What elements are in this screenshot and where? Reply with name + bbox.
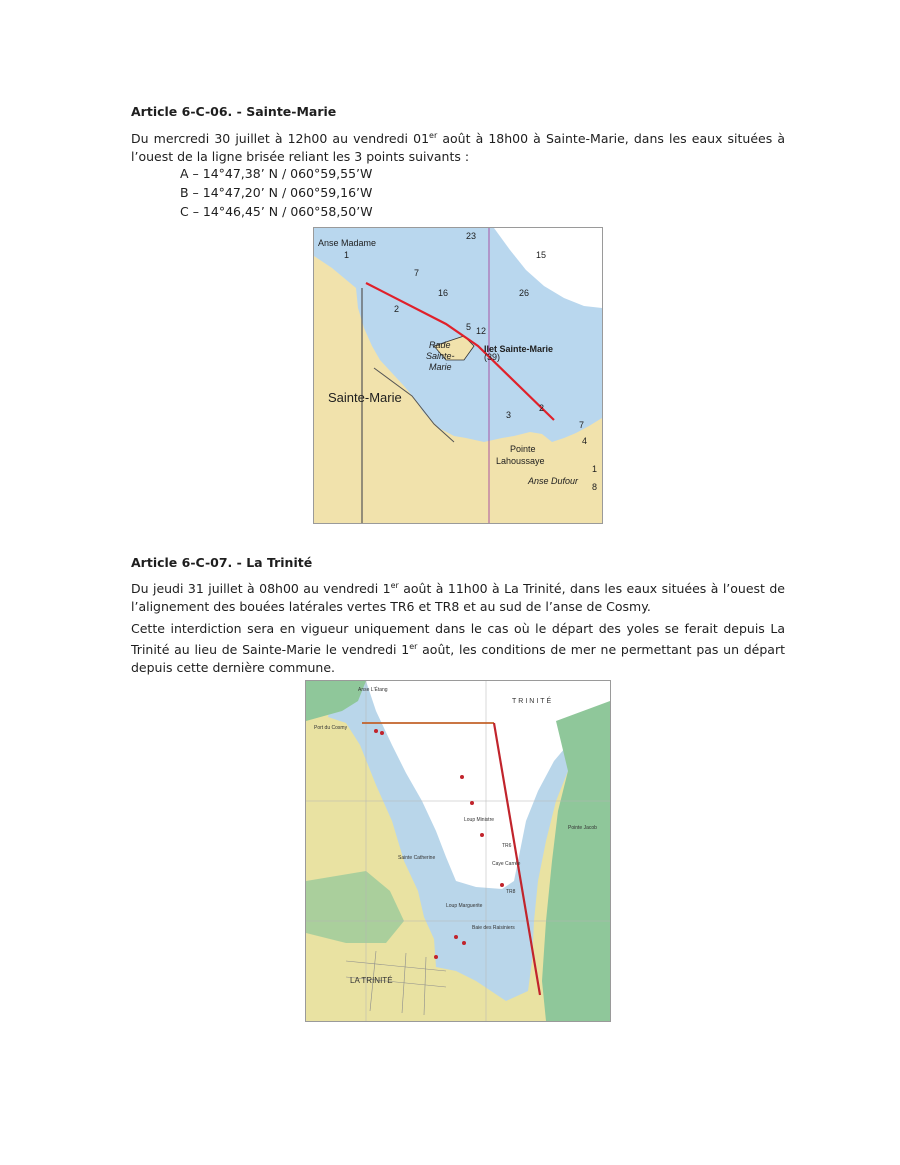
label-caye: Caye Carrée [492, 861, 521, 867]
label-tr6: TR6 [502, 843, 512, 849]
paragraph-text: Du jeudi 31 juillet à 08h00 au vendredi 1 [131, 581, 391, 597]
paragraph-text: Cette interdiction sera en vigueur uniquement dans le cas où le départ des yoles se ferait depuis La Trinité au lieu de Sainte-Marie le vendredi 1 [131, 621, 785, 658]
label-pointe-jacob: Pointe Jacob [568, 825, 597, 831]
label-town-sainte-marie: Sainte-Marie [328, 390, 402, 405]
nautical-chart-sainte-marie [314, 228, 602, 523]
article-paragraph-la-trinite-2 [131, 620, 785, 677]
label-sainte-catherine: Sainte Catherine [398, 855, 436, 861]
label-anse: Anse L'Étang [358, 687, 388, 693]
sounding: 7 [579, 420, 585, 430]
sounding: 15 [536, 250, 547, 260]
sounding: 2 [539, 403, 545, 413]
label-tr8: TR8 [506, 889, 516, 895]
sounding: 2 [394, 304, 400, 314]
sounding: 5 [466, 322, 472, 332]
sounding: 1 [592, 464, 598, 474]
paragraph-text: août à 11h00 à La Trinité, dans les eaux situées à l’ouest de l’alignement des bouées latérales vertes TR6 et TR8 et au sud de l’anse de Cosmy. [131, 581, 785, 615]
sounding: 16 [438, 288, 449, 298]
label-anse-dufour: Anse Dufour [528, 476, 579, 486]
paragraph-text: août, les conditions de mer ne permettant pas un départ depuis cette dernière commune. [131, 642, 785, 676]
label-lahoussaye: Lahoussaye [496, 456, 545, 466]
sounding: 3 [506, 410, 512, 420]
nautical-chart-la-trinite [306, 681, 610, 1021]
article-paragraph-la-trinite [131, 577, 785, 616]
label-loup-ministre: Loup Ministre [464, 817, 495, 823]
label-loup-marguerite: Loup Marguerite [446, 903, 483, 909]
sounding: (39) [484, 352, 501, 362]
label-ilet-sainte-marie: Ilet Sainte-Marie [484, 344, 554, 354]
label-town-la-trinite: LA TRINITÉ [350, 976, 393, 985]
sounding: 8 [592, 482, 598, 492]
label-marie: Marie [429, 362, 452, 372]
label-pointe: Pointe [510, 444, 536, 454]
sounding: 23 [466, 231, 477, 241]
coordinate-point-b: B – 14°47,20’ N / 060°59,16’W [180, 185, 373, 200]
sounding: 26 [519, 288, 530, 298]
sounding: 12 [476, 326, 487, 336]
sounding: 1 [344, 250, 350, 260]
coordinate-point-a: A – 14°47,38’ N / 060°59,55’W [180, 166, 373, 181]
label-port: Port du Cosmy [314, 725, 348, 731]
superscript: er [409, 642, 418, 651]
superscript: er [390, 581, 399, 590]
coordinate-point-c: C – 14°46,45’ N / 060°58,50’W [180, 204, 373, 219]
sounding: 4 [582, 436, 588, 446]
label-trinite: TRINITÉ [512, 698, 554, 705]
superscript: er [429, 131, 438, 140]
label-sainte: Sainte- [426, 351, 455, 361]
chart-map-sainte-marie [313, 227, 603, 524]
article-heading-sainte-marie: Article 6-C-06. - Sainte-Marie [131, 104, 337, 119]
label-baie: Baie des Raisiniers [472, 925, 515, 931]
label-anse-madame: Anse Madame [318, 238, 377, 248]
article-paragraph-sainte-marie [131, 127, 785, 166]
sounding: 7 [414, 268, 420, 278]
article-heading-la-trinite: Article 6-C-07. - La Trinité [131, 555, 313, 570]
chart-map-la-trinite [305, 680, 611, 1022]
paragraph-text: août à 18h00 à Sainte-Marie, dans les eaux situées à l’ouest de la ligne brisée reliant les 3 points suivants : [131, 131, 785, 165]
label-rade: Rade [429, 340, 451, 350]
paragraph-text: Du mercredi 30 juillet à 12h00 au vendredi 01 [131, 131, 430, 147]
